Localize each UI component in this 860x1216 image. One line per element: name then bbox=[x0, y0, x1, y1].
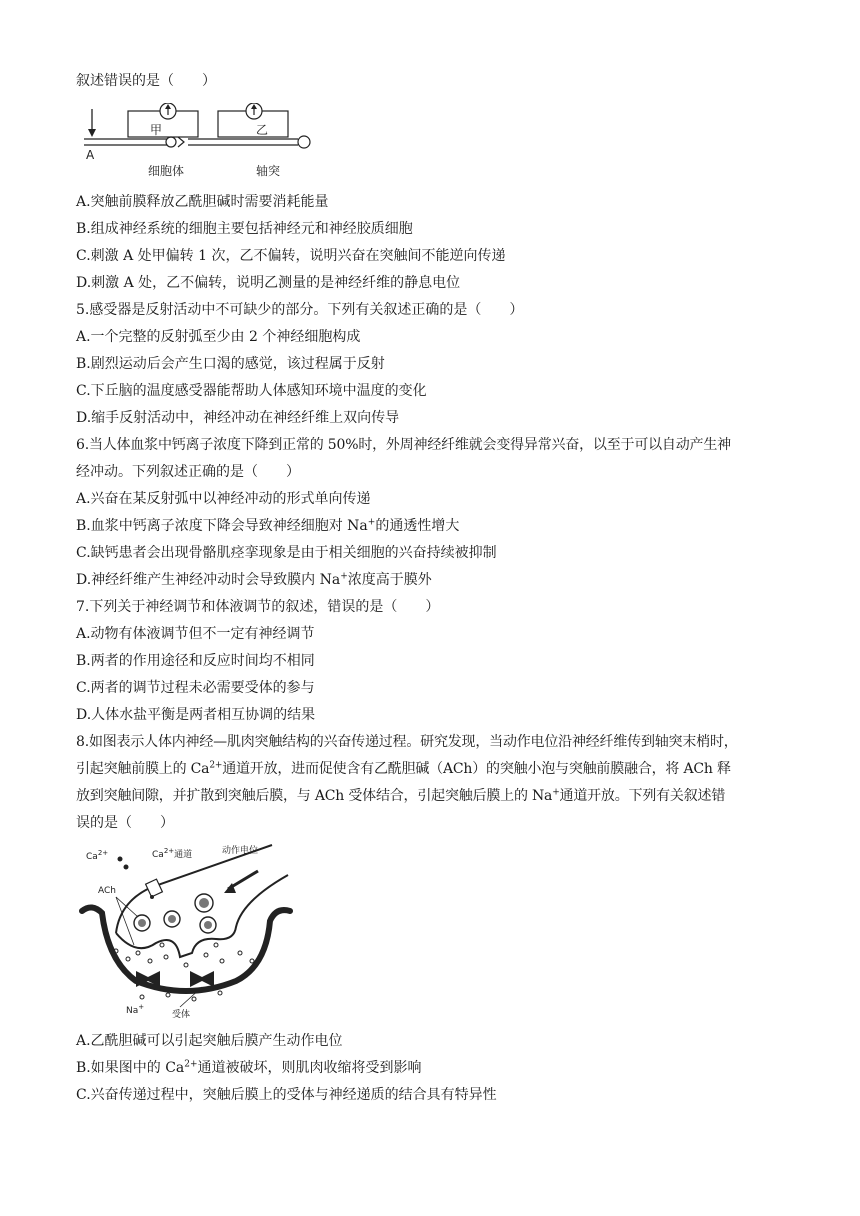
q6-option-d-text-2: 浓度高于膜外 bbox=[347, 572, 432, 588]
q8-stem-line3-text-2: 通道开放。下列有关叙述错 bbox=[559, 788, 726, 804]
q8-stem-line1: 8.如图表示人体内神经—肌肉突触结构的兴奋传递过程。研究发现，当动作电位沿神经纤维传到轴突末梢时， bbox=[76, 734, 738, 750]
q8-stem-line4: 误的是（ ） bbox=[76, 815, 174, 831]
label-ca-text: Ca bbox=[86, 852, 98, 862]
q4-stem-tail: 叙述错误的是（ ） bbox=[76, 73, 216, 89]
label-na bbox=[126, 1003, 144, 1016]
q5-option-a: A.一个完整的反射弧至少由 2 个神经细胞构成 bbox=[76, 329, 361, 345]
q6-option-b-sup: + bbox=[367, 517, 376, 528]
q6-option-a: A.兴奋在某反射弧中以神经冲动的形式单向传递 bbox=[76, 491, 371, 507]
label-ca-channel-text-2: 通道 bbox=[174, 850, 193, 860]
label-na-sup: + bbox=[138, 1003, 145, 1011]
q8-option-b-sup: 2+ bbox=[184, 1059, 198, 1070]
q7-option-a: A.动物有体液调节但不一定有神经调节 bbox=[76, 626, 315, 642]
q5-option-c: C.下丘脑的温度感受器能帮助人体感知环境中温度的变化 bbox=[76, 383, 427, 399]
q4-option-d: D.刺激 A 处，乙不偏转，说明乙测量的是神经纤维的静息电位 bbox=[76, 275, 461, 291]
q8-stem-line2-text-2: 通道开放，进而促使含有乙酰胆碱（ACh）的突触小泡与突触前膜融合，将 ACh 释 bbox=[222, 761, 731, 777]
q6-option-c: C.缺钙患者会出现骨骼肌痉挛现象是由于相关细胞的兴奋持续被抑制 bbox=[76, 545, 497, 561]
q6-stem-line1: 6.当人体血浆中钙离子浓度下降到正常的 50%时，外周神经纤维就会变得异常兴奋，以至于可以自动产生神 bbox=[76, 437, 731, 453]
q5-option-d: D.缩手反射活动中，神经冲动在神经纤维上双向传导 bbox=[76, 410, 400, 426]
label-ca bbox=[86, 849, 108, 862]
exam-page bbox=[76, 68, 796, 1109]
label-na-text: Na bbox=[126, 1006, 139, 1016]
q8-stem-line2-text: 引起突触前膜上的 Ca bbox=[76, 761, 210, 777]
label-ach: ACh bbox=[98, 886, 116, 896]
label-axon: 轴突 bbox=[256, 164, 281, 178]
q7-stem: 7.下列关于神经调节和体液调节的叙述，错误的是（ ） bbox=[76, 599, 440, 615]
q4-option-a: A.突触前膜释放乙酰胆碱时需要消耗能量 bbox=[76, 194, 329, 210]
q6-option-b-text: B.血浆中钙离子浓度下降会导致神经细胞对 Na bbox=[76, 518, 368, 534]
label-ca-sup: 2+ bbox=[97, 849, 109, 857]
label-cell-body: 细胞体 bbox=[148, 164, 185, 178]
label-receptor: 受体 bbox=[172, 1010, 191, 1020]
q8-option-a: A.乙酰胆碱可以引起突触后膜产生动作电位 bbox=[76, 1033, 343, 1049]
label-ca-channel bbox=[152, 847, 192, 860]
q8-option-b-text: B.如果图中的 Ca bbox=[76, 1060, 185, 1076]
q6-stem-line2: 经冲动。下列叙述正确的是（ ） bbox=[76, 464, 300, 480]
q4-option-c: C.刺激 A 处甲偏转 1 次，乙不偏转，说明兴奋在突触间不能逆向传递 bbox=[76, 248, 506, 264]
q7-option-d: D.人体水盐平衡是两者相互协调的结果 bbox=[76, 707, 316, 723]
q7-option-c: C.两者的调节过程未必需要受体的参与 bbox=[76, 680, 315, 696]
label-ca-channel-sup: 2+ bbox=[163, 847, 175, 855]
q8-stem-line2 bbox=[76, 756, 796, 783]
q5-stem: 5.感受器是反射活动中不可缺少的部分。下列有关叙述正确的是（ ） bbox=[76, 302, 524, 318]
label-ca-channel-text: Ca bbox=[152, 850, 164, 860]
q8-stem-line3 bbox=[76, 783, 796, 810]
label-a: A bbox=[86, 148, 95, 162]
q8-option-b-text-2: 通道被破坏，则肌肉收缩将受到影响 bbox=[197, 1060, 422, 1076]
q8-stem-line3-sup: + bbox=[552, 787, 560, 798]
q5-option-b: B.剧烈运动后会产生口渴的感觉，该过程属于反射 bbox=[76, 356, 385, 372]
q6-option-d-text: D.神经纤维产生神经冲动时会导致膜内 Na bbox=[76, 572, 341, 588]
label-action-potential: 动作电位 bbox=[222, 846, 259, 856]
label-jia: 甲 bbox=[150, 123, 163, 137]
q8-option-b bbox=[76, 1055, 796, 1082]
q4-figure bbox=[76, 103, 796, 189]
q8-stem-line3-text: 放到突触间隙，并扩散到突触后膜，与 ACh 受体结合，引起突触后膜上的 Na bbox=[76, 788, 553, 804]
label-yi: 乙 bbox=[256, 123, 269, 137]
q6-option-b bbox=[76, 513, 796, 540]
synapse-diagram bbox=[76, 841, 316, 1026]
neuron-galvanometer-diagram bbox=[76, 103, 316, 189]
q7-option-b: B.两者的作用途径和反应时间均不相同 bbox=[76, 653, 315, 669]
q8-option-c: C.兴奋传递过程中，突触后膜上的受体与神经递质的结合具有特异性 bbox=[76, 1087, 497, 1103]
q4-option-b: B.组成神经系统的细胞主要包括神经元和神经胶质细胞 bbox=[76, 221, 413, 237]
q8-figure bbox=[76, 841, 796, 1026]
q6-option-d bbox=[76, 567, 796, 594]
q8-stem-line2-sup: 2+ bbox=[209, 760, 223, 771]
q6-option-d-sup: + bbox=[340, 571, 348, 582]
q6-option-b-text-2: 的通透性增大 bbox=[375, 518, 460, 534]
